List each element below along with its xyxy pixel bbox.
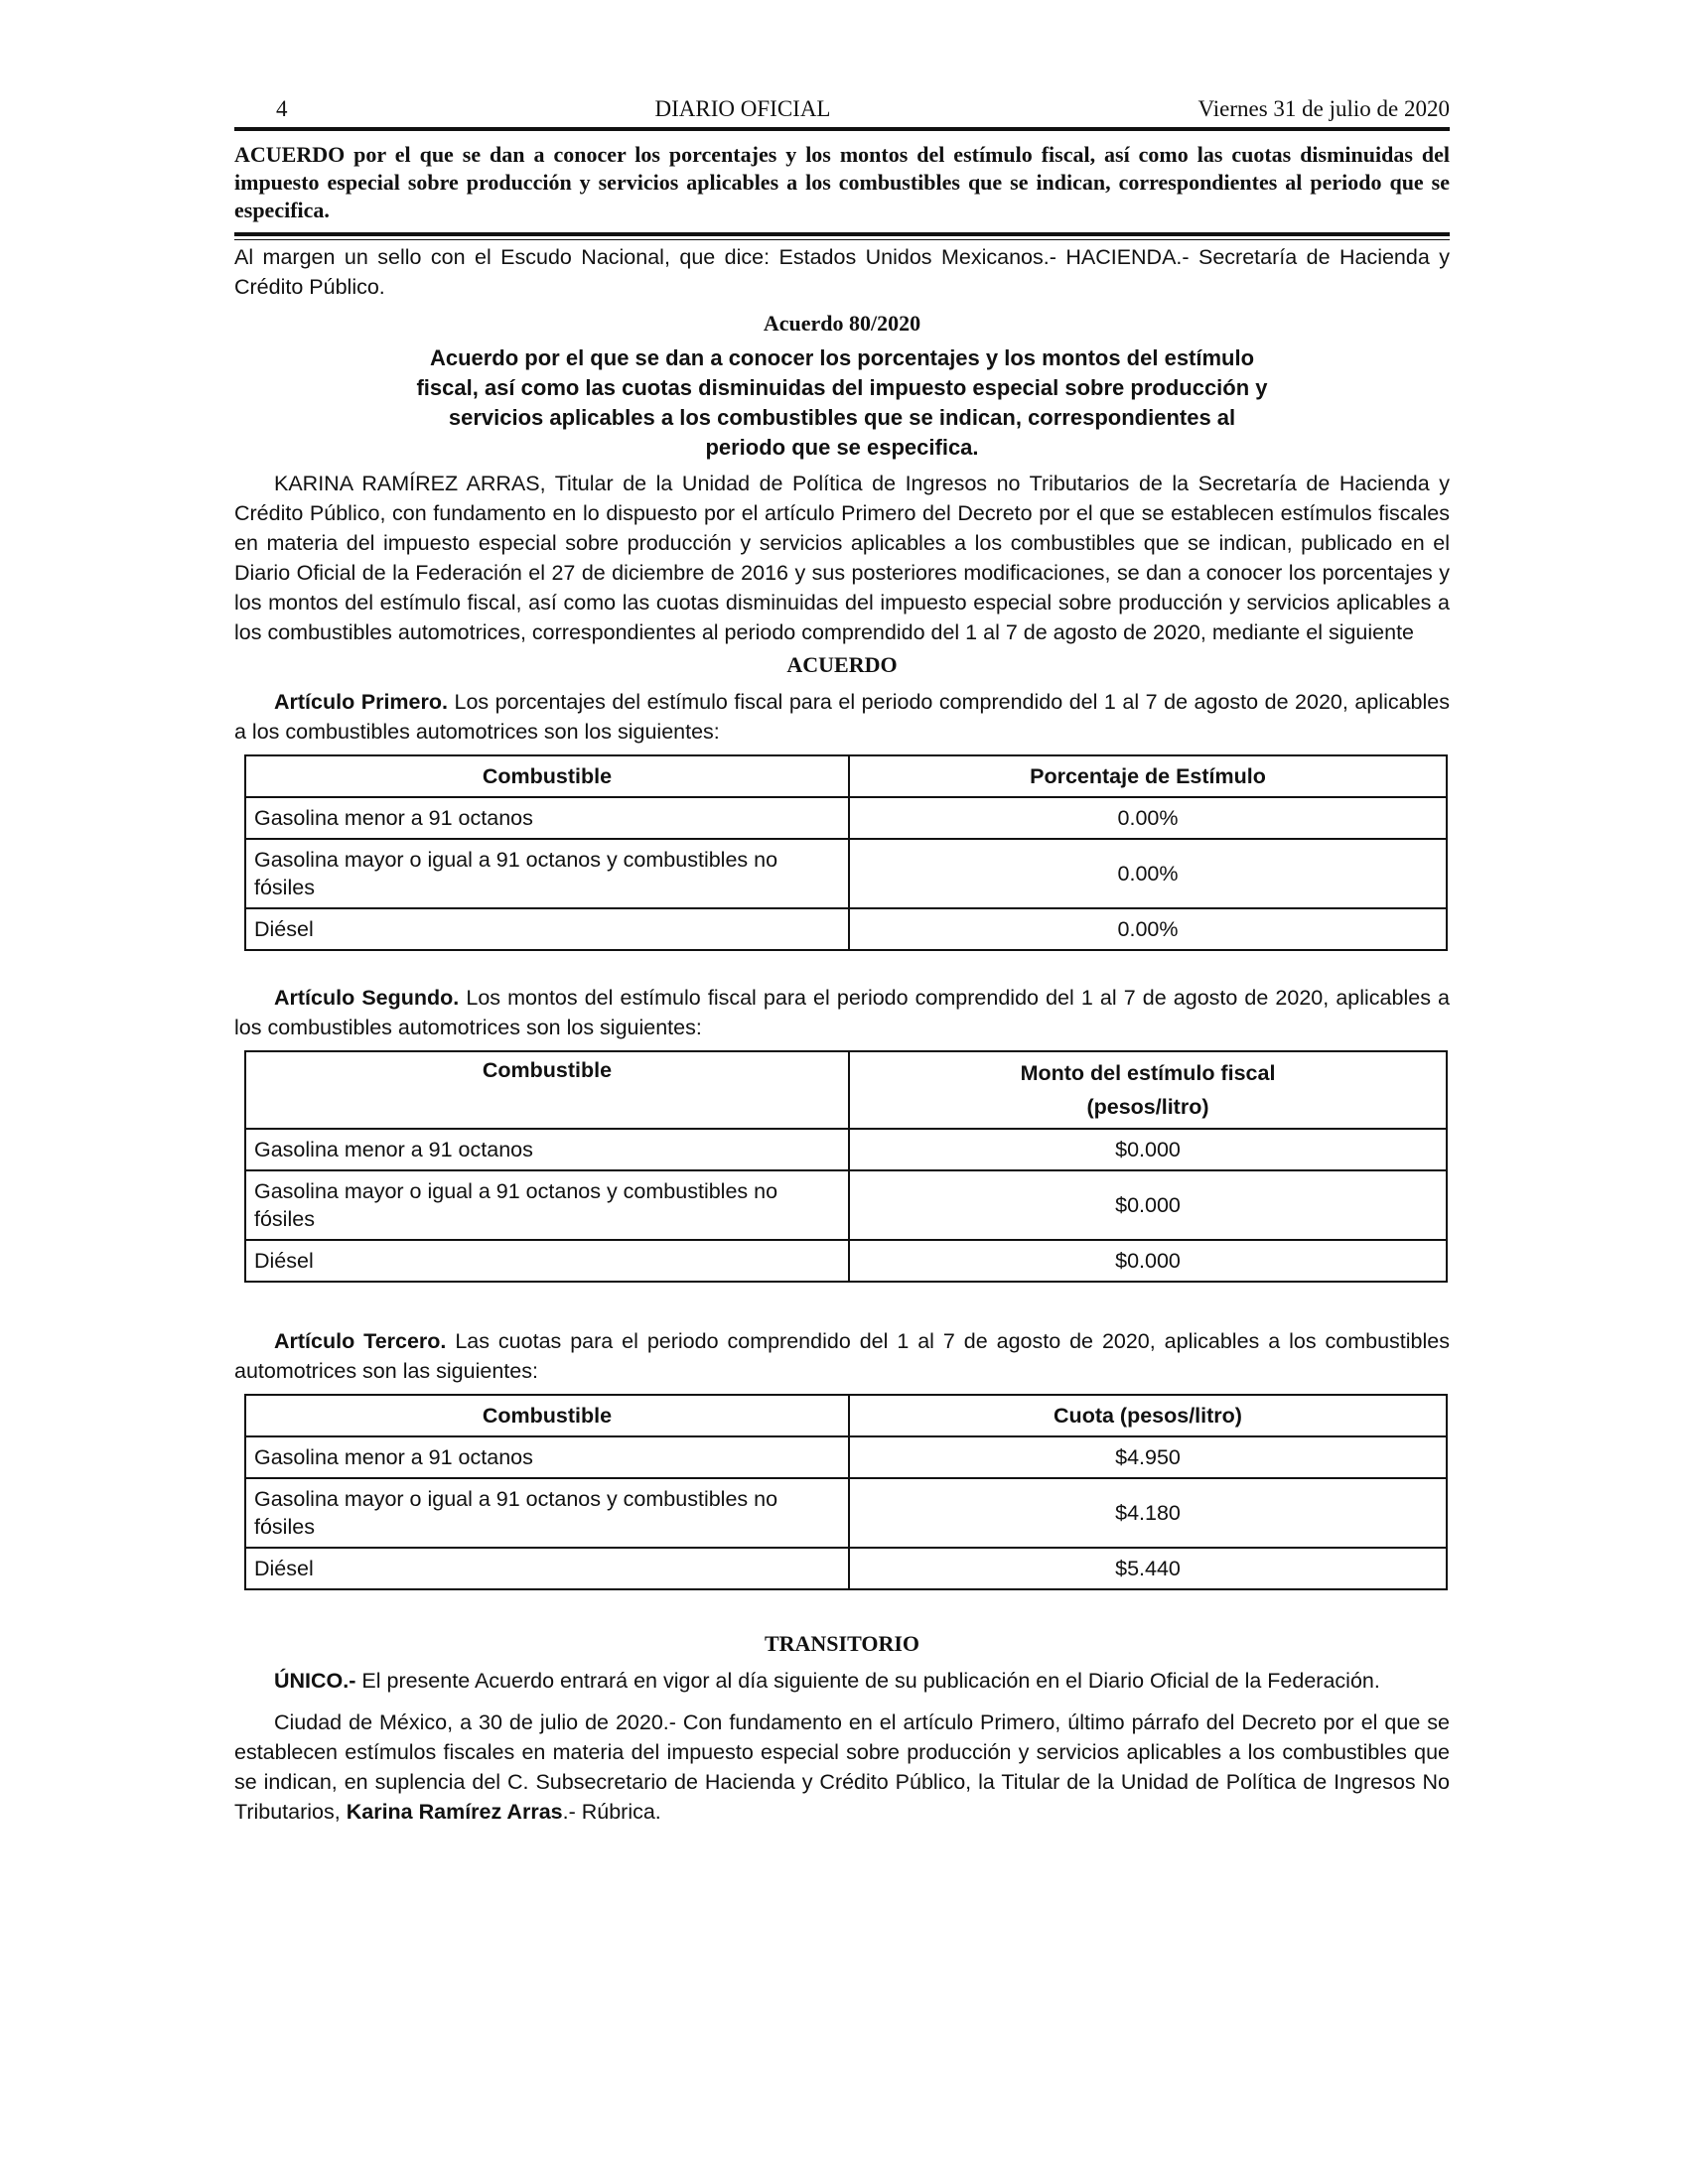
table-row	[245, 839, 1447, 908]
table-cell: $4.950	[849, 1436, 1447, 1478]
table-cell: 0.00%	[849, 908, 1447, 950]
table-cell: $5.440	[849, 1548, 1447, 1589]
table-row	[245, 1129, 1447, 1170]
table-cell: Gasolina menor a 91 octanos	[245, 1436, 849, 1478]
publication-name: DIARIO OFICIAL	[654, 96, 831, 121]
closing-paragraph	[234, 1707, 1450, 1827]
table-header-line: (pesos/litro)	[1086, 1095, 1209, 1119]
table-row	[245, 1436, 1447, 1478]
table-header-line: Monto del estímulo fiscal	[1020, 1061, 1276, 1085]
articulo-segundo-text: Los montos del estímulo fiscal para el periodo comprendido del 1 al 7 de agosto de 2020, aplicables a los combustibles automotrices son los siguientes:	[234, 986, 1450, 1039]
closing-text: Ciudad de México, a 30 de julio de 2020.- Con fundamento en el artículo Primero, último párrafo del Decreto por el que se establecen estímulos fiscales en materia del impuesto especial sobre producción y servicios aplicables a los combustibles que se indican, en suplencia del C. Subsecretario de Hacienda y Crédito Público, la Titular de la Unidad de Política de Ingresos No Tributarios,	[234, 1710, 1450, 1824]
table-cell: Gasolina mayor o igual a 91 octanos y combustibles no fósiles	[245, 1170, 849, 1240]
articulo-tercero	[234, 1326, 1450, 1386]
table-row	[245, 1548, 1447, 1589]
articulo-primero-label: Artículo Primero.	[274, 690, 448, 714]
table-header: Cuota (pesos/litro)	[849, 1395, 1447, 1436]
page-header	[234, 95, 1450, 131]
table-header: Combustible	[245, 1395, 849, 1436]
table-cell: Gasolina mayor o igual a 91 octanos y combustibles no fósiles	[245, 839, 849, 908]
table-row	[245, 1240, 1447, 1282]
table-cell: Diésel	[245, 1548, 849, 1589]
table-cuotas	[244, 1394, 1448, 1590]
table-cell: Gasolina menor a 91 octanos	[245, 797, 849, 839]
table-header: Combustible	[245, 755, 849, 797]
table-row	[245, 797, 1447, 839]
unico-label: ÚNICO.-	[274, 1669, 356, 1693]
table-porcentajes	[244, 754, 1448, 951]
page-number: 4	[276, 96, 288, 121]
document-title: ACUERDO por el que se dan a conocer los porcentajes y los montos del estímulo fiscal, así como las cuotas disminuidas del impuesto especial sobre producción y servicios aplicables a los combustibles que se indican, correspondientes al periodo que se especifica.	[234, 142, 1450, 222]
articulo-tercero-label: Artículo Tercero.	[274, 1329, 447, 1353]
acuerdo-number: Acuerdo 80/2020	[763, 311, 921, 336]
document-page	[234, 95, 1450, 1827]
signer-name: Karina Ramírez Arras	[346, 1800, 563, 1824]
table-row	[245, 1478, 1447, 1548]
acuerdo-heading: ACUERDO	[786, 652, 898, 677]
table-montos	[244, 1050, 1448, 1283]
articulo-segundo	[234, 983, 1450, 1042]
table-cell: $0.000	[849, 1129, 1447, 1170]
table-header: Porcentaje de Estímulo	[849, 755, 1447, 797]
table-row	[245, 1170, 1447, 1240]
table-cell: $0.000	[849, 1170, 1447, 1240]
title-divider	[234, 232, 1450, 240]
closing-end: .- Rúbrica.	[562, 1800, 661, 1824]
table-cell: $4.180	[849, 1478, 1447, 1548]
table-cell: 0.00%	[849, 797, 1447, 839]
articulo-segundo-label: Artículo Segundo.	[274, 986, 460, 1010]
table-row	[245, 908, 1447, 950]
table-cell: $0.000	[849, 1240, 1447, 1282]
acuerdo-subtitle: Acuerdo por el que se dan a conocer los porcentajes y los montos del estímulo fiscal, así como las cuotas disminuidas del impuesto especial sobre producción y servicios aplicables a los combustibles que se indican, correspondientes al periodo que se especifica.	[416, 345, 1268, 460]
intro-paragraph: KARINA RAMÍREZ ARRAS, Titular de la Unidad de Política de Ingresos no Tributarios de la Secretaría de Hacienda y Crédito Público, con fundamento en lo dispuesto por el artículo Primero del Decreto por el que se establecen estímulos fiscales en materia del impuesto especial sobre producción y servicios aplicables a los combustibles que se indican, publicado en el Diario Oficial de la Federación el 27 de diciembre de 2016 y sus posteriores modificaciones, se dan a conocer los porcentajes y los montos del estímulo fiscal, así como las cuotas disminuidas del impuesto especial sobre producción y servicios aplicables a los combustibles automotrices, correspondientes al periodo comprendido del 1 al 7 de agosto de 2020, mediante el siguiente	[234, 472, 1450, 644]
table-header: Combustible	[245, 1051, 849, 1129]
articulo-primero	[234, 687, 1450, 747]
transitorio-heading: TRANSITORIO	[764, 1631, 920, 1656]
articulo-tercero-text: Las cuotas para el periodo comprendido del 1 al 7 de agosto de 2020, aplicables a los combustibles automotrices son las siguientes:	[234, 1329, 1450, 1383]
unico-paragraph	[234, 1666, 1450, 1696]
table-cell: 0.00%	[849, 839, 1447, 908]
table-header	[849, 1051, 1447, 1129]
articulo-primero-text: Los porcentajes del estímulo fiscal para el periodo comprendido del 1 al 7 de agosto de 2020, aplicables a los combustibles automotrices son los siguientes:	[234, 690, 1450, 744]
table-cell: Diésel	[245, 1240, 849, 1282]
table-cell: Gasolina menor a 91 octanos	[245, 1129, 849, 1170]
unico-text: El presente Acuerdo entrará en vigor al día siguiente de su publicación en el Diario Oficial de la Federación.	[355, 1669, 1380, 1693]
seal-note: Al margen un sello con el Escudo Nacional, que dice: Estados Unidos Mexicanos.- HACIENDA.- Secretaría de Hacienda y Crédito Público.	[234, 245, 1450, 299]
publication-date: Viernes 31 de julio de 2020	[1197, 96, 1450, 121]
table-cell: Gasolina mayor o igual a 91 octanos y combustibles no fósiles	[245, 1478, 849, 1548]
table-cell: Diésel	[245, 908, 849, 950]
